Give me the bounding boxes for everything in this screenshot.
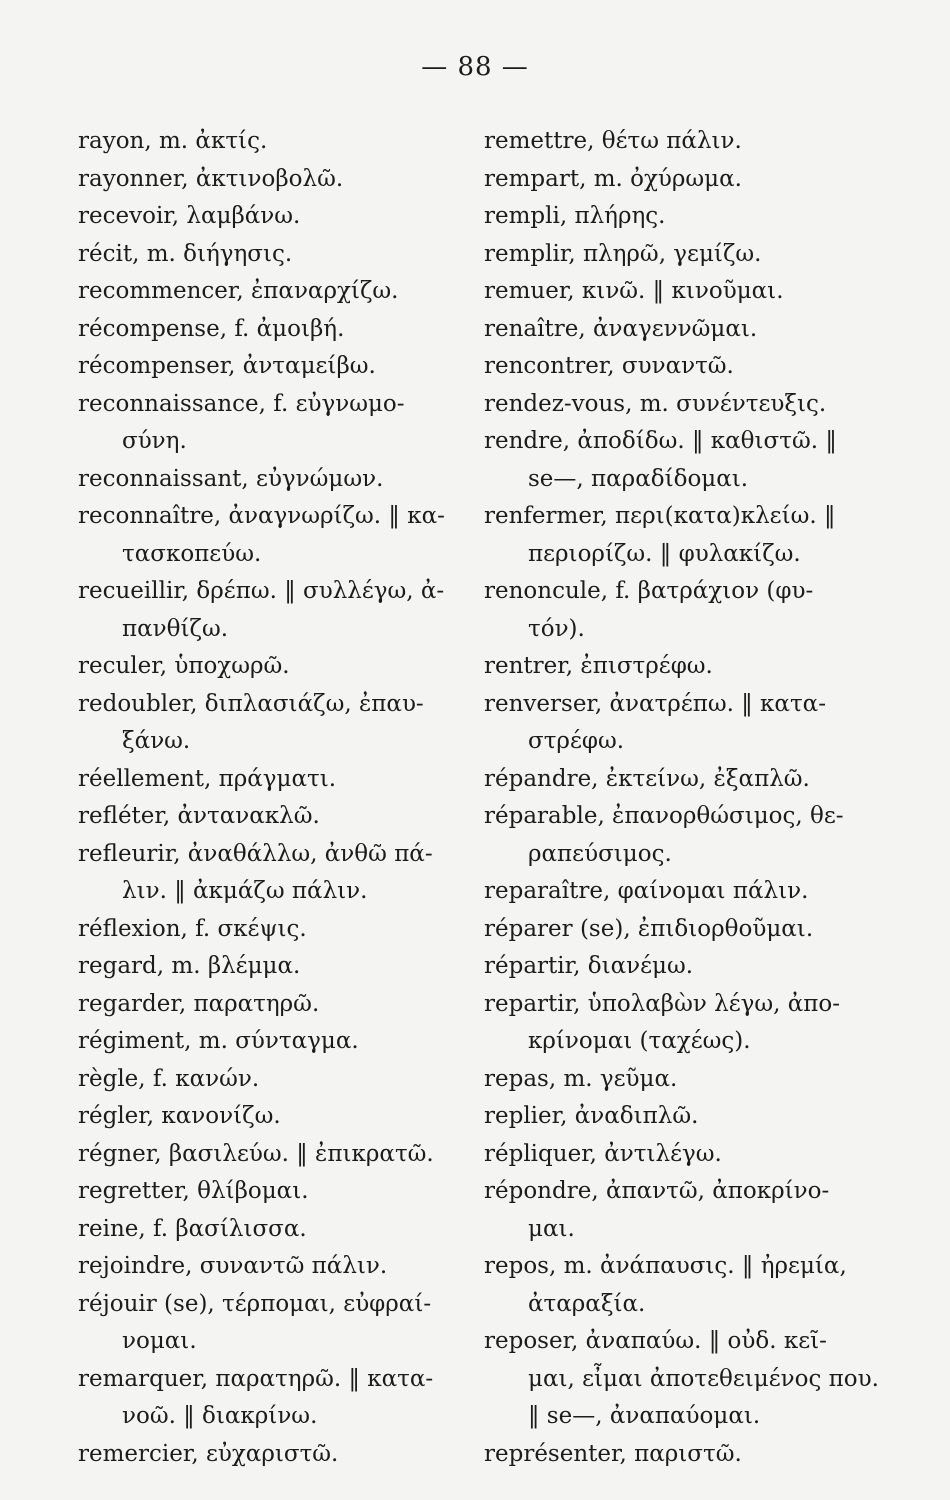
dictionary-entry-continuation: ξάνω. [122,728,191,754]
page-number: — 88 — [421,52,529,82]
dictionary-entry: règle, f. κανών. [78,1065,260,1092]
dictionary-entry: repas, m. γεῦμα. [484,1065,678,1092]
dictionary-entry: refléter, ἀντανακλῶ. [78,803,320,829]
dictionary-entry: repos, m. ἀνάπαυσις. ‖ ἠρεμία, [484,1253,847,1279]
dictionary-entry: reconnaissant, εὐγνώμων. [78,465,384,492]
dictionary-entry: récompense, f. ἀμοιβή. [78,315,345,342]
dictionary-entry: regarder, παρατηρῶ. [78,990,320,1017]
dictionary-entry: réflexion, f. σκέψις. [78,915,307,942]
dictionary-entry-continuation: μαι. [528,1215,575,1242]
dictionary-entry: régiment, m. σύνταγμα. [78,1028,359,1054]
right-column [484,123,884,1473]
dictionary-entry: reconnaissance, f. εὐγνωμο- [78,390,405,417]
dictionary-entry-continuation: λιν. ‖ ἀκμάζω πάλιν. [122,878,368,904]
dictionary-entry: remercier, εὐχαριστῶ. [78,1440,339,1467]
dictionary-entry: rejoindre, συναντῶ πάλιν. [78,1253,388,1279]
dictionary-entry: récompenser, ἀνταμείβω. [78,353,376,379]
dictionary-entry: répliquer, ἀντιλέγω. [484,1140,722,1167]
dictionary-entry-continuation: τόν). [528,615,585,642]
dictionary-entry: refleurir, ἀναθάλλω, ἀνθῶ πά- [78,840,433,867]
dictionary-entry: régler, κανονίζω. [78,1103,281,1129]
dictionary-entry: reposer, ἀναπαύω. ‖ οὐδ. κεῖ- [484,1328,827,1354]
dictionary-entry: recommencer, ἐπαναρχίζω. [78,278,399,304]
dictionary-entry-continuation: νομαι. [122,1328,197,1354]
dictionary-entry: reconnaître, ἀναγνωρίζω. ‖ κα- [78,503,445,529]
dictionary-entry: réparable, ἐπανορθώσιμος, θε- [484,803,844,829]
dictionary-entry: repartir, ὑπολαβὼν λέγω, ἀπο- [484,990,841,1017]
dictionary-entry-continuation: ‖ se—, ἀναπαύομαι. [528,1403,761,1429]
dictionary-entry-continuation: ραπεύσιμος. [528,840,672,867]
dictionary-entry: représenter, παριστῶ. [484,1440,742,1467]
dictionary-entry: remettre, θέτω πάλιν. [484,128,742,154]
dictionary-entry: rendez-vous, m. συνέντευξις. [484,390,827,417]
dictionary-entry-continuation: ἀταραξία. [528,1290,646,1317]
dictionary-entry: réjouir (se), τέρπομαι, εὐφραί- [78,1290,432,1317]
dictionary-entry-continuation: περιορίζω. ‖ φυλακίζω. [528,540,801,567]
dictionary-entry: rendre, ἀποδίδω. ‖ καθιστῶ. ‖ [484,428,837,454]
dictionary-entry-continuation: νοῶ. ‖ διακρίνω. [122,1403,318,1429]
dictionary-entry: répondre, ἀπαντῶ, ἀποκρίνο- [484,1178,830,1204]
dictionary-entry: reculer, ὑποχωρῶ. [78,653,290,679]
dictionary-entry-continuation: κρίνομαι (ταχέως). [528,1028,751,1054]
dictionary-entry: régner, βασιλεύω. ‖ ἐπικρατῶ. [78,1140,434,1167]
dictionary-entry-continuation: στρέφω. [528,728,625,754]
dictionary-entry: rentrer, ἐπιστρέφω. [484,653,713,679]
left-column [78,123,478,1473]
dictionary-entry: recevoir, λαμβάνω. [78,203,301,229]
dictionary-entry: réparer (se), ἐπιδιορθοῦμαι. [484,915,814,942]
dictionary-entry: rempart, m. ὀχύρωμα. [484,165,742,192]
dictionary-entry: renoncule, f. βατράχιον (φυ- [484,578,814,604]
dictionary-entry: remplir, πληρῶ, γεμίζω. [484,240,762,267]
dictionary-entry: répandre, ἐκτείνω, ἐξαπλῶ. [484,765,810,792]
dictionary-entry: renaître, ἀναγεννῶμαι. [484,315,758,342]
dictionary-entry-continuation: τασκοπεύω. [122,540,262,567]
dictionary-entry: remarquer, παρατηρῶ. ‖ κατα- [78,1365,434,1392]
dictionary-entry: redoubler, διπλασιάζω, ἐπαυ- [78,690,424,717]
dictionary-entry: rencontrer, συναντῶ. [484,353,734,379]
dictionary-entry: récit, m. διήγησις. [78,240,293,267]
dictionary-entry: réellement, πράγματι. [78,765,337,792]
dictionary-entry: rayon, m. ἀκτίς. [78,128,268,154]
dictionary-entry: replier, ἀναδιπλῶ. [484,1103,699,1129]
dictionary-entry: reparaître, φαίνομαι πάλιν. [484,878,809,904]
dictionary-entry: rempli, πλήρης. [484,203,666,229]
dictionary-entry: remuer, κινῶ. ‖ κινοῦμαι. [484,278,784,304]
dictionary-entry: recueillir, δρέπω. ‖ συλλέγω, ἀ- [78,578,445,604]
dictionary-entry: regretter, θλίβομαι. [78,1178,309,1204]
dictionary-entry: regard, m. βλέμμα. [78,953,301,979]
dictionary-entry: rayonner, ἀκτινοβολῶ. [78,165,344,192]
dictionary-entry: reine, f. βασίλισσα. [78,1215,307,1242]
dictionary-entry: répartir, διανέμω. [484,953,694,979]
dictionary-entry-continuation: πανθίζω. [122,615,229,642]
dictionary-entry: renfermer, περι(κατα)κλείω. ‖ [484,503,836,529]
dictionary-entry-continuation: μαι, εἶμαι ἀποτεθειμένος που. [528,1365,879,1392]
dictionary-entry: renverser, ἀνατρέπω. ‖ κατα- [484,690,826,717]
dictionary-entry-continuation: σύνη. [122,428,187,454]
dictionary-entry-continuation: se—, παραδίδομαι. [528,465,749,492]
